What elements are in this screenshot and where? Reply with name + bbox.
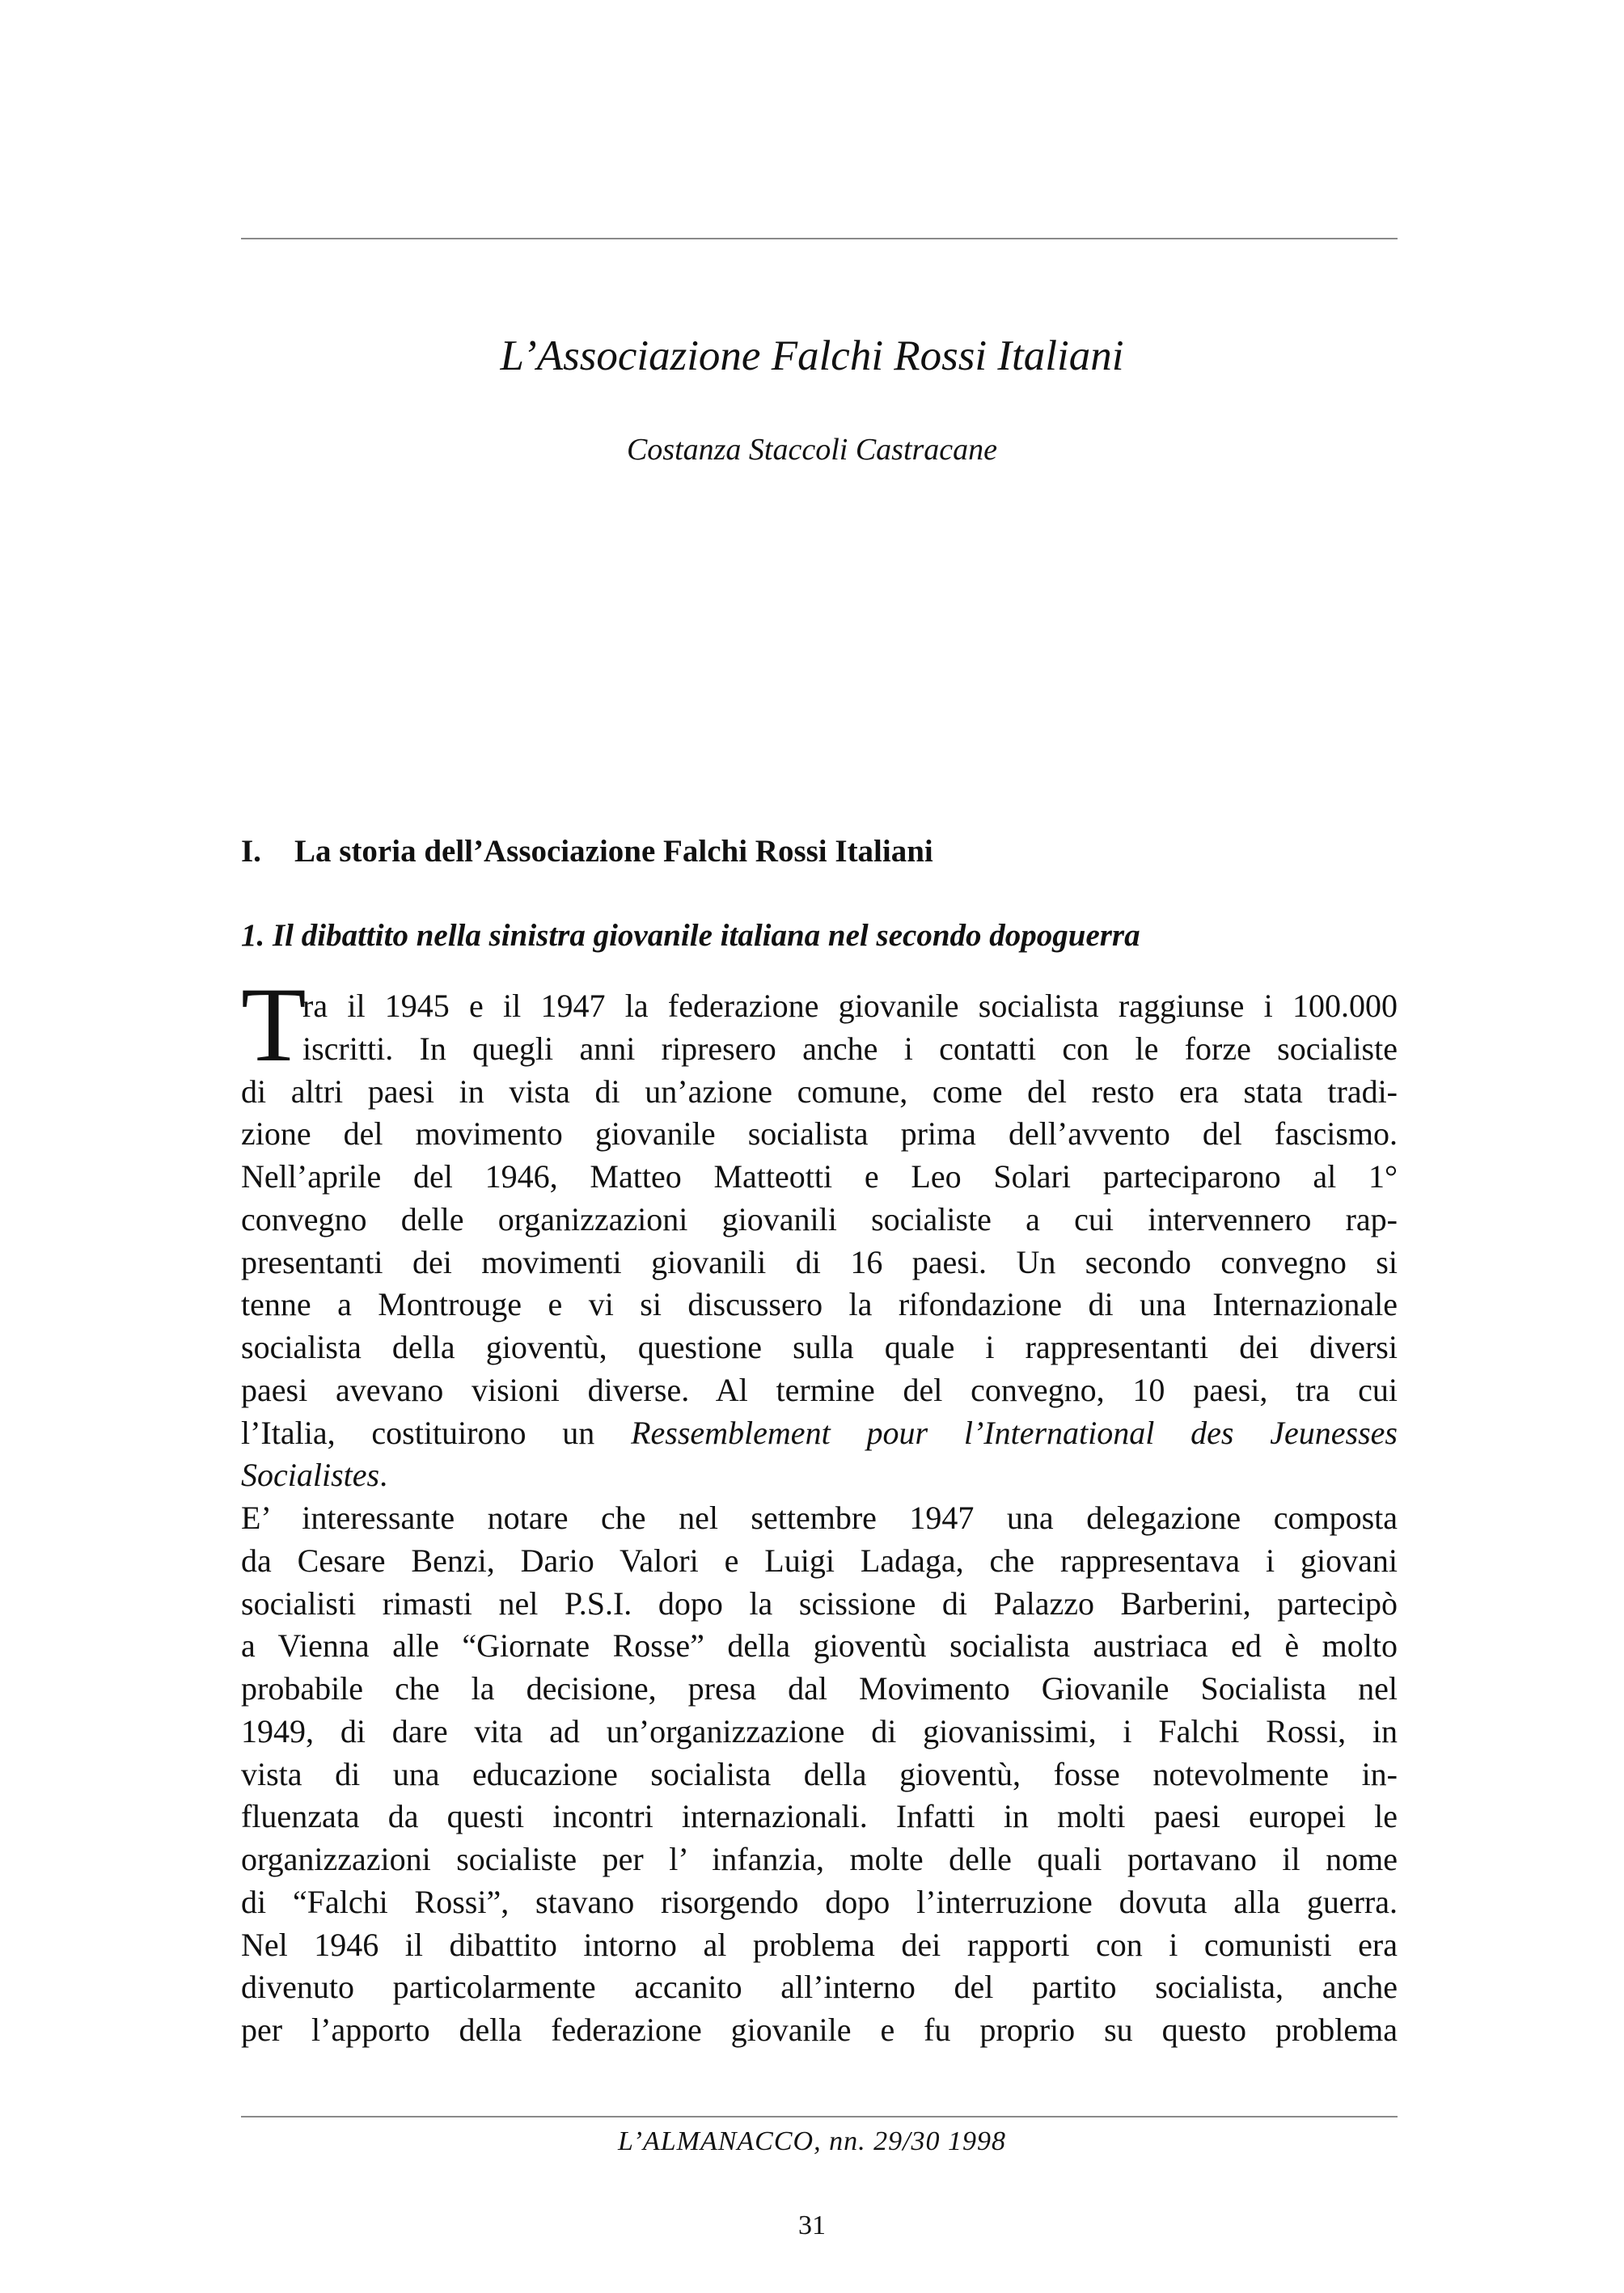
top-rule — [241, 238, 1398, 239]
article-title: L’Associazione Falchi Rossi Italiani — [500, 332, 1124, 379]
page-number: 31 — [798, 2211, 826, 2240]
body-text — [241, 985, 1398, 2052]
section-number: I. — [241, 834, 261, 869]
text-line: di altri paesi in vista di un’azione comune, come del resto era stata tradi- — [241, 1072, 1398, 1110]
text-line — [241, 1454, 1398, 1497]
bottom-rule — [241, 2116, 1398, 2117]
text-line: probabile che la decisione, presa dal Movimento Giovanile Socialista nel — [241, 1670, 1398, 1707]
text-line: divenuto particolarmente accanito all’interno del partito socialista, anche — [241, 1969, 1398, 2006]
text-line: E’ interessante notare che nel settembre 1947 una delegazione composta — [241, 1500, 1398, 1536]
text-line-prefix: l’Italia, costituirono un — [241, 1414, 632, 1451]
text-line: socialisti rimasti nel P.S.I. dopo la scissione di Palazzo Barberini, partecipò — [241, 1584, 1398, 1622]
text-line: Nell’aprile del 1946, Matteo Matteotti e Leo Solari parteciparono al 1° — [241, 1158, 1398, 1195]
text-line: fluenzata da questi incontri internazionali. Infatti in molti paesi europei le — [241, 1798, 1398, 1835]
text-punct: . — [379, 1457, 388, 1494]
footer-journal: L’ALMANACCO, nn. 29/30 1998 — [617, 2126, 1007, 2156]
text-line: Nel 1946 il dibattito intorno al problema dei rapporti con i comunisti era — [241, 1926, 1398, 1963]
article-author: Costanza Staccoli Castracane — [626, 433, 998, 467]
subsection-heading: 1. Il dibattito nella sinistra giovanile italiana nel secondo dopoguerra — [241, 918, 1140, 953]
text-line: per l’apporto della federazione giovanile e fu proprio su questo problema — [241, 2012, 1398, 2048]
text-line: vista di una educazione socialista della gioventù, fosse notevolmente in- — [241, 1755, 1398, 1792]
text-line: a Vienna alle “Giornate Rosse” della gioventù socialista austriaca ed è molto — [241, 1627, 1398, 1665]
text-line-italic-title — [241, 1412, 1398, 1455]
text-line: ra il 1945 e il 1947 la federazione giovanile socialista raggiunse i 100.000 — [302, 988, 1398, 1024]
text-line: paesi avevano visioni diverse. Al termine del convegno, 10 paesi, tra cui — [241, 1371, 1398, 1408]
section-heading — [241, 831, 933, 872]
italic-title-text: Ressemblement pour l’International des Jeunesses — [631, 1414, 1398, 1451]
section-title: La storia dell’Associazione Falchi Rossi Italiani — [294, 834, 933, 869]
text-line: da Cesare Benzi, Dario Valori e Luigi Ladaga, che rappresentava i giovani — [241, 1542, 1398, 1579]
text-line: di “Falchi Rossi”, stavano risorgendo dopo l’interruzione dovuta alla guerra. — [241, 1883, 1398, 1920]
text-line: iscritti. In quegli anni ripresero anche i contatti con le forze socialiste — [302, 1030, 1398, 1067]
text-line: 1949, di dare vita ad un’organizzazione di giovanissimi, i Falchi Rossi, in — [241, 1712, 1398, 1749]
italic-title-end: Socialistes — [241, 1457, 380, 1494]
text-line: presentanti dei movimenti giovanili di 16 paesi. Un secondo convegno si — [241, 1243, 1398, 1280]
text-line: zione del movimento giovanile socialista prima dell’avvento del fascismo. — [241, 1115, 1398, 1153]
text-line: tenne a Montrouge e vi si discussero la rifondazione di una Internazionale — [241, 1286, 1398, 1323]
drop-cap: T — [241, 965, 307, 1084]
text-line: socialista della gioventù, questione sulla quale i rappresentanti dei diversi — [241, 1329, 1398, 1365]
text-line: convegno delle organizzazioni giovanili socialiste a cui intervennero rap- — [241, 1200, 1398, 1237]
text-line: organizzazioni socialiste per l’ infanzia, molte delle quali portavano il nome — [241, 1841, 1398, 1877]
